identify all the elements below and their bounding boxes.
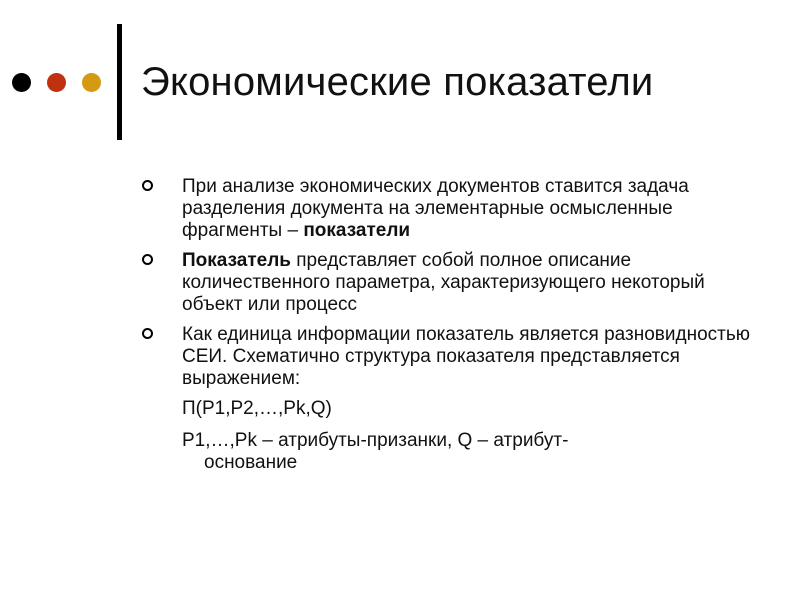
bullet-item bbox=[140, 176, 760, 242]
ring-bullet-icon bbox=[142, 328, 153, 339]
attributes-text: P1,…,Pk – атрибуты-призанки, Q – атрибут- bbox=[182, 430, 569, 451]
attributes-text-continued: основание bbox=[204, 452, 298, 473]
bullet-text-bold: показатели bbox=[303, 220, 411, 241]
ring-bullet-icon bbox=[142, 254, 153, 265]
decorative-dots bbox=[12, 73, 101, 92]
bullet-text-regular: представляет собой полное описание количественного параметра, характеризующего некоторый объект или процесс bbox=[182, 250, 705, 315]
attributes-line bbox=[140, 430, 760, 474]
bullet-item bbox=[140, 324, 760, 390]
bullet-text bbox=[182, 250, 760, 316]
gold-dot-icon bbox=[82, 73, 101, 92]
slide-title: Экономические показатели bbox=[141, 60, 654, 104]
ring-bullet-icon bbox=[142, 180, 153, 191]
bullet-text-regular: При анализе экономических документов ставится задача разделения документа на элементарные осмысленные фрагменты – bbox=[182, 176, 689, 241]
title-divider bbox=[117, 24, 122, 140]
red-dot-icon bbox=[47, 73, 66, 92]
formula-line: П(P1,P2,…,Pk,Q) bbox=[182, 398, 332, 419]
black-dot-icon bbox=[12, 73, 31, 92]
slide-body bbox=[140, 176, 760, 474]
bullet-text-bold: Показатель bbox=[182, 250, 291, 271]
bullet-text bbox=[182, 176, 760, 242]
bullet-text: Как единица информации показатель является разновидностью СЕИ. Схематично структура показателя представляется выражением: bbox=[182, 324, 750, 389]
bullet-item bbox=[140, 250, 760, 316]
